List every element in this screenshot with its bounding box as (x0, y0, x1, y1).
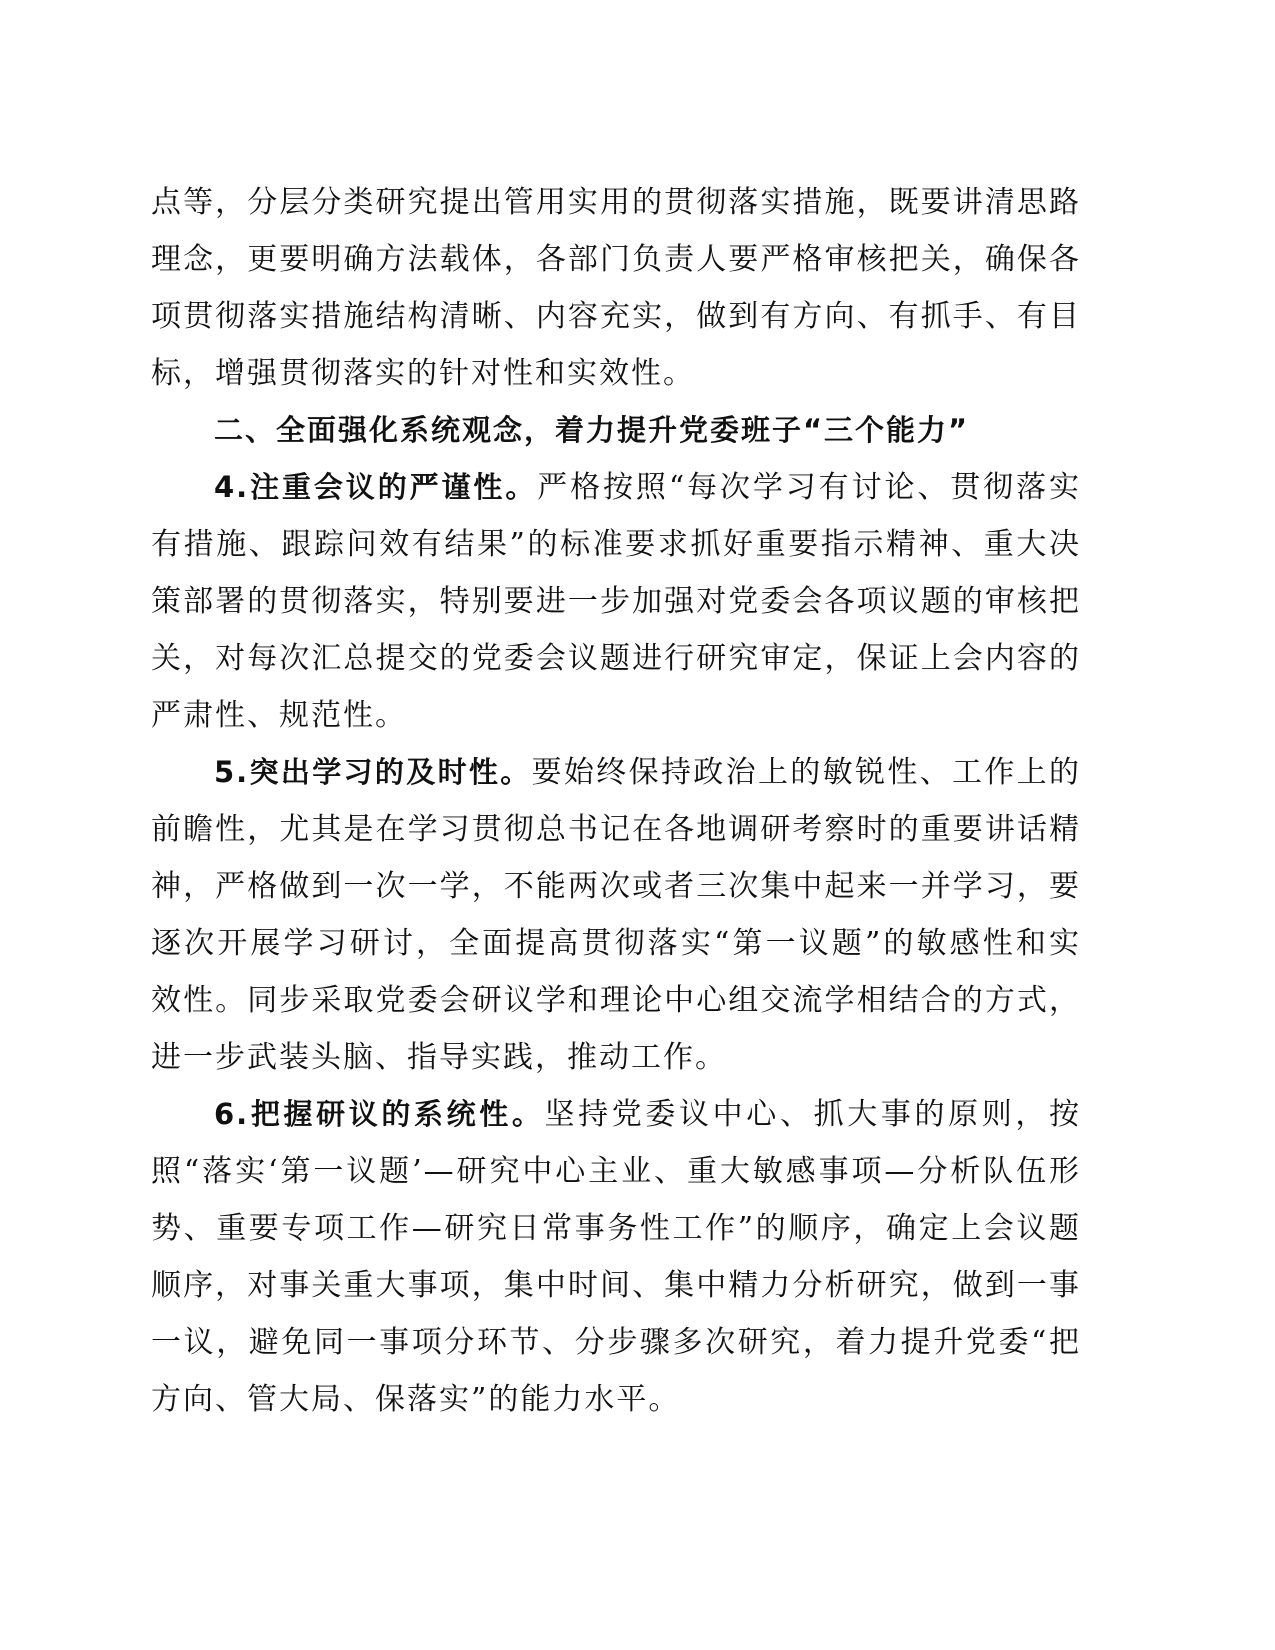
item-paragraph-4 (151, 459, 1081, 744)
section-heading: 二、全面强化系统观念，着力提升党委班子“三个能力” (214, 413, 970, 447)
item-body-5: 要始终保持政治上的敏锐性、工作上的前瞻性，尤其是在学习贯彻总书记在各地调研考察时的重要讲话精神，严格做到一次一学，不能两次或者三次集中起来一并学习，要逐次开展学习研讨，全面提高贯彻落实“第一议题”的敏感性和实效性。同步采取党委会研议学和理论中心组交流学相结合的方式，进一步武装头脑、指导实践，推动工作。 (151, 755, 1082, 1075)
item-lead-6: 6.把握研议的系统性。 (214, 1097, 545, 1131)
item-lead-5: 5.突出学习的及时性。 (214, 755, 532, 789)
continuation-paragraph: 点等，分层分类研究提出管用实用的贯彻落实措施，既要讲清思路理念，更要明确方法载体，各部门负责人要严格审核把关，确保各项贯彻落实措施结构清晰、内容充实，做到有方向、有抓手、有目标，增强贯彻落实的针对性和实效性。 (151, 185, 1081, 391)
item-paragraph-5 (151, 744, 1081, 1086)
item-body-6: 坚持党委议中心、抓大事的原则，按照“落实‘第一议题’—研究中心主业、重大敏感事项—分析队伍形势、重要专项工作—研究日常事务性工作”的顺序，确定上会议题顺序，对事关重大事项，集中时间、集中精力分析研究，做到一事一议，避免同一事项分环节、分步骤多次研究，着力提升党委“把方向、管大局、保落实”的能力水平。 (151, 1097, 1081, 1417)
item-paragraph-6 (151, 1086, 1081, 1428)
document-page (151, 174, 1081, 1428)
item-body-4: 严格按照“每次学习有讨论、贯彻落实有措施、跟踪问效有结果”的标准要求抓好重要指示精神、重大决策部署的贯彻落实，特别要进一步加强对党委会各项议题的审核把关，对每次汇总提交的党委会议题进行研究审定，保证上会内容的严肃性、规范性。 (151, 470, 1081, 733)
item-lead-4: 4.注重会议的严谨性。 (214, 470, 538, 504)
